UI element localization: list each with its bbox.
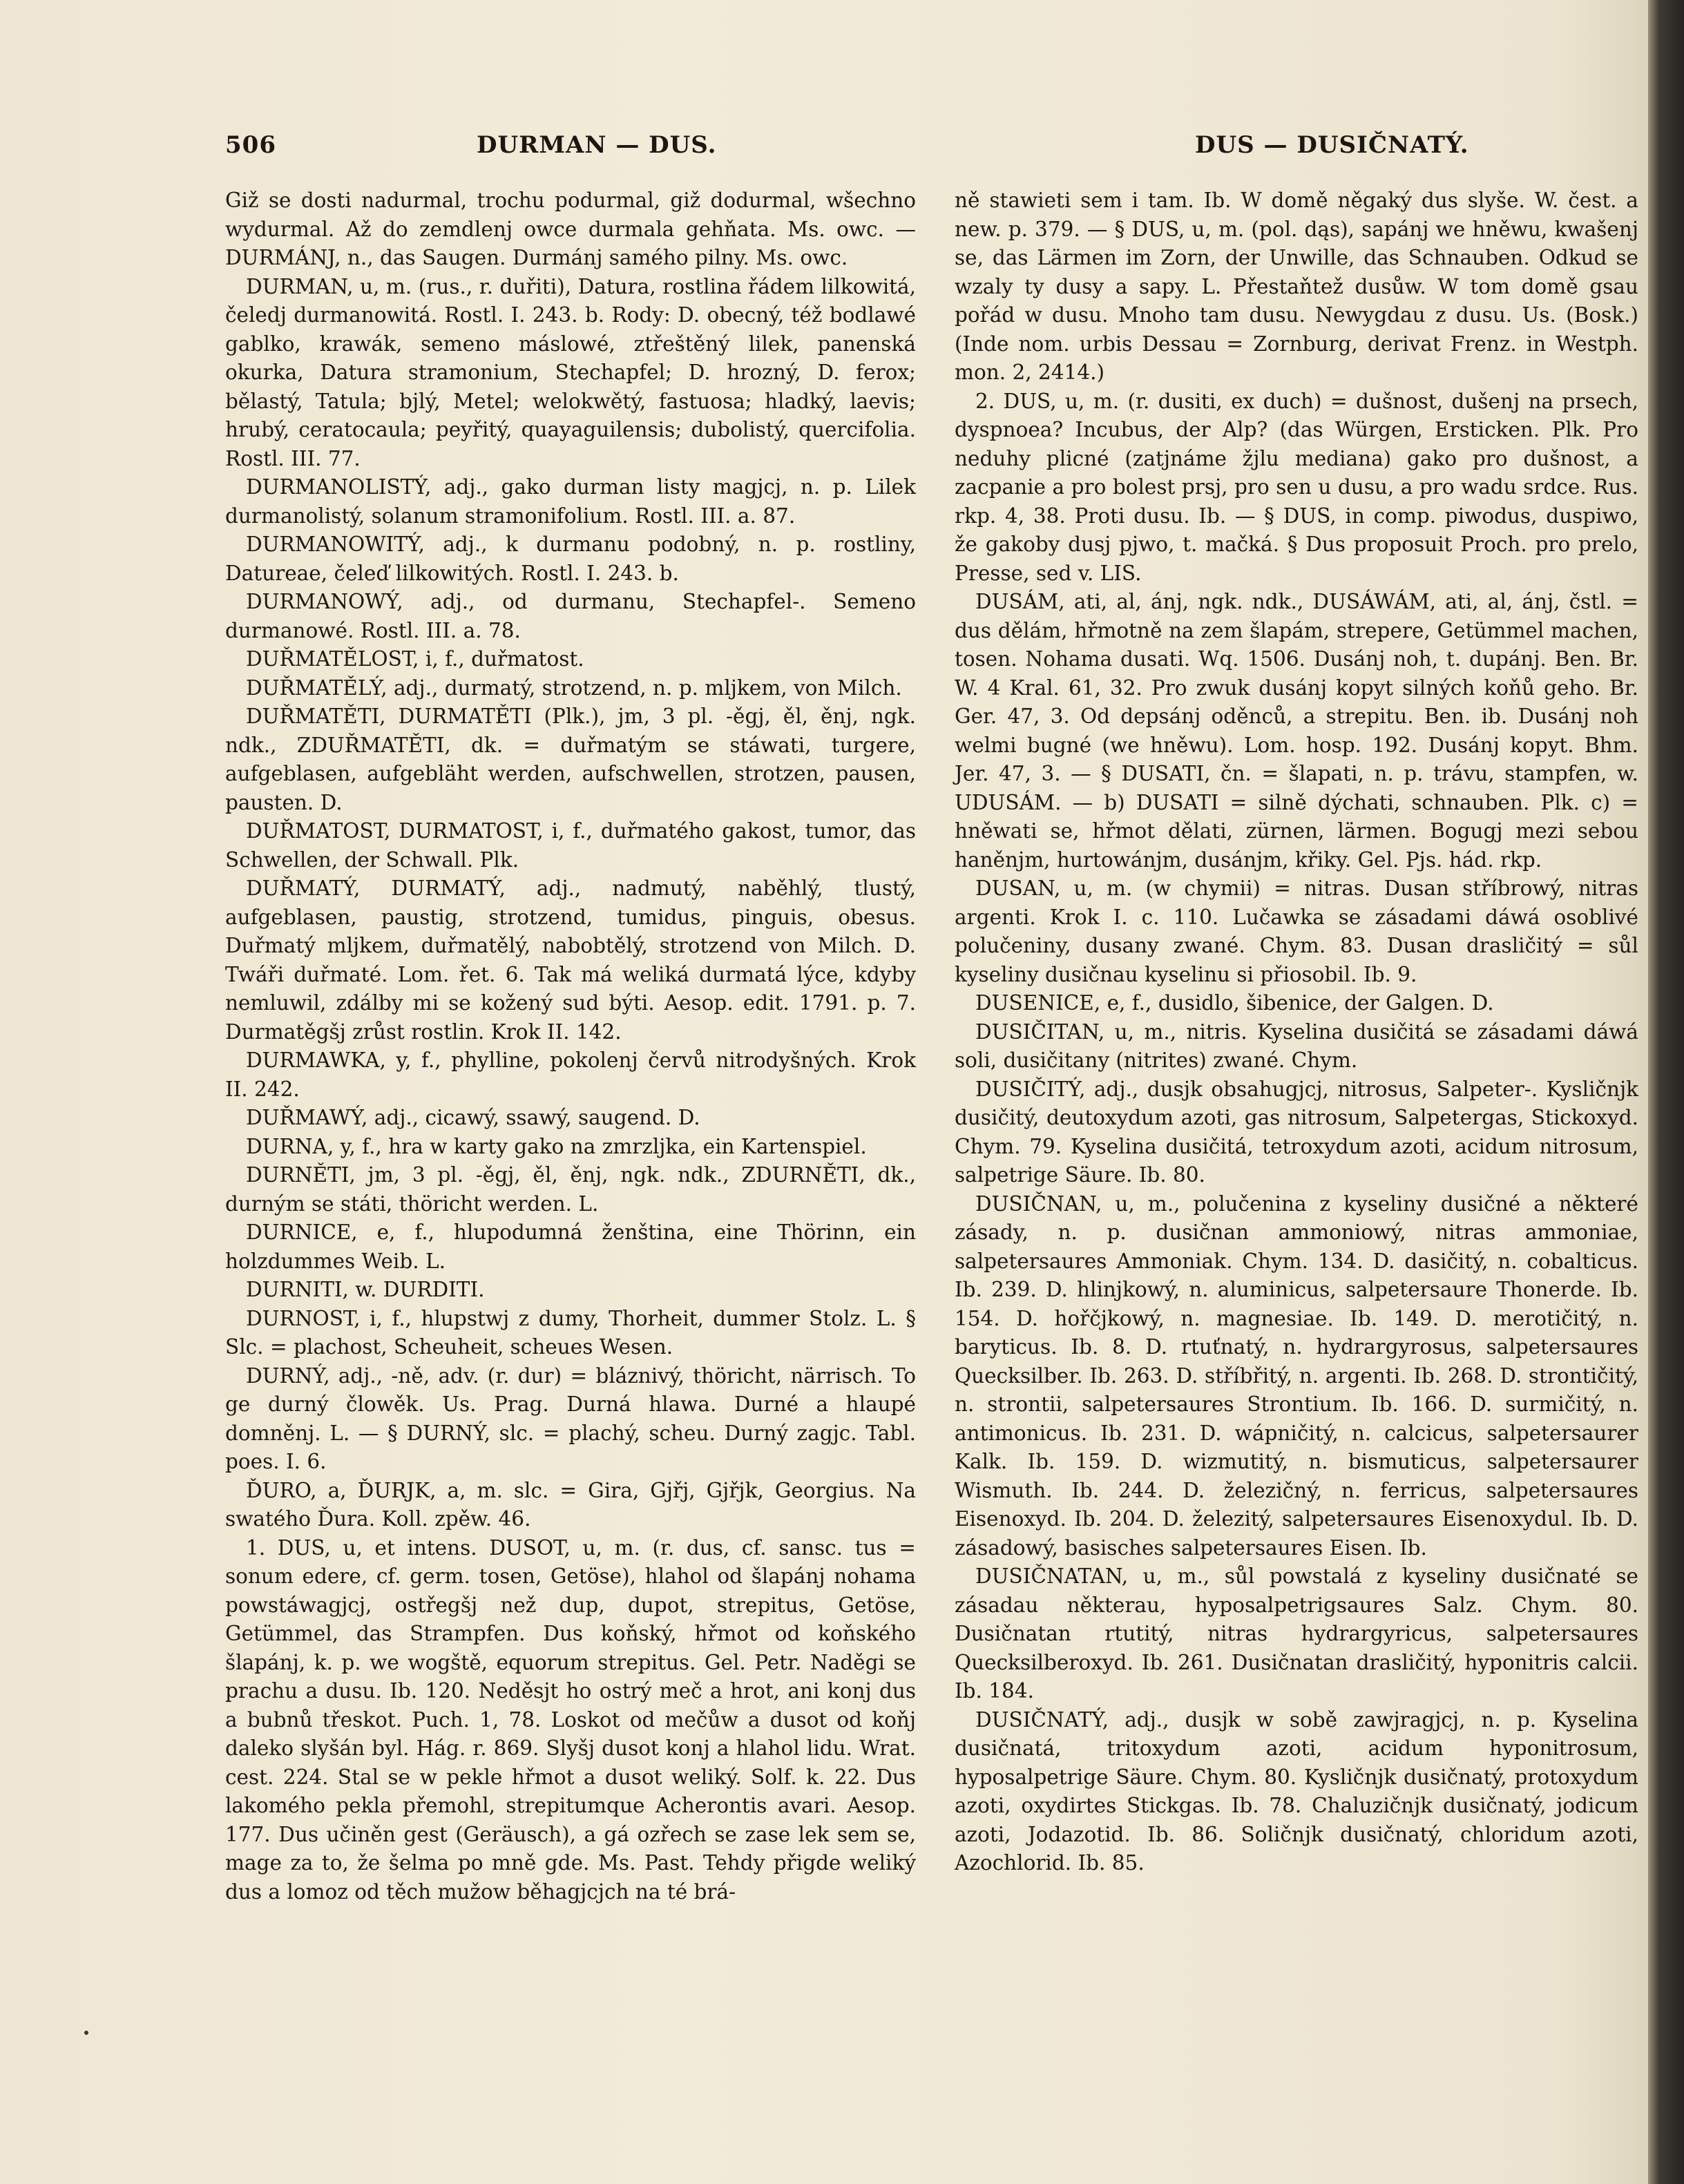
entry-paragraph: Giž se dosti nadurmal, trochu podurmal, giž dodurmal, wšechno wydurmal. Až do zemdlenj owce durmala gehňata. Ms. owc. — DURMÁNJ, n., das Saugen. Durmánj samého pilny. Ms. owc. — [225, 189, 916, 269]
margin-speck — [84, 2031, 88, 2035]
entry-paragraph: DURNÝ, adj., -ně, adv. (r. dur) = bláznivý, thöricht, närrisch. To ge durný člowěk. Us. Prag. Durná hlawa. Durné a hlaupé domněnj. L. — § DURNÝ, slc. = plachý, scheu. Durný zagjc. Tabl. poes. I. 6. — [225, 1363, 916, 1473]
entry-paragraph: DUSAN, u, m. (w chymii) = nitras. Dusan stříbrowý, nitras argenti. Krok I. c. 110. Lučawka se zásadami dáwá osoblivé polučeniny, dusany zwané. Chym. 83. Dusan drasličitý = sůl kyseliny dusičnau kyselinu si přiosobil. Ib. 9. — [955, 877, 1638, 986]
right-column — [955, 186, 1638, 1878]
entry-paragraph: DUSENICE, e, f., dusidlo, šibenice, der Galgen. D. — [975, 991, 1494, 1015]
entry-paragraph: DUŘMATĚTI, DURMATĚTI (Plk.), jm, 3 pl. -ěgj, ěl, ěnj, ngk. ndk., ZDUŘMATĚTI, dk. = duřmatým se stáwati, turgere, aufgeblasen, aufgebläht werden, aufschwellen, strotzen, pausen, pausten. D. — [225, 705, 916, 814]
entry-paragraph: DURNICE, e, f., hlupodumná ženština, eine Thörinn, ein holzdummes Weib. L. — [225, 1220, 916, 1273]
entry-paragraph: DURMAWKA, y, f., phylline, pokolenj červů nitrodyšných. Krok II. 242. — [225, 1048, 916, 1101]
entry-paragraph: DUŘMATĚLÝ, adj., durmatý, strotzend, n. p. mljkem, von Milch. — [246, 676, 902, 700]
entry-paragraph: DUŘMATĚLOST, i, f., duřmatost. — [246, 647, 584, 671]
entry-paragraph: DURNITI, w. DURDITI. — [246, 1278, 485, 1301]
right-running-head: DUS — DUSIČNATÝ. — [1195, 131, 1469, 159]
entry-paragraph: ně stawieti sem i tam. Ib. W domě něgaký dus slyše. W. čest. a new. p. 379. — § DUS, u, m. (pol. dąs), sapánj we hněwu, kwašenj se, das Lärmen im Zorn, der Unwille, das Schnauben. Odkud se wzaly ty dusy a sapy. L. Přestaňtež dusůw. W tom domě gsau pořád w dusu. Mnoho tam dusu. Newygdau z dusu. Us. (Bosk.) (Inde nom. urbis Dessau = Zornburg, derivat Frenz. in Westph. mon. 2, 2414.) — [955, 189, 1638, 384]
entry-paragraph: DURMANOWÝ, adj., od durmanu, Stechapfel-. Semeno durmanowé. Rostl. III. a. 78. — [225, 590, 916, 642]
entry-paragraph: DURMANOLISTÝ, adj., gako durman listy magjcj, n. p. Lilek durmanolistý, solanum stramonifolium. Rostl. III. a. 87. — [225, 475, 916, 528]
entry-paragraph: DUSIČITAN, u, m., nitris. Kyselina dusičitá se zásadami dáwá soli, dusičitany (nitrites) zwané. Chym. — [955, 1019, 1638, 1072]
entry-paragraph: DURNOST, i, f., hlupstwj z dumy, Thorheit, dummer Stolz. L. § Slc. = plachost, Scheuheit, scheues Wesen. — [225, 1306, 916, 1359]
entry-paragraph: DUŘMATOST, DURMATOST, i, f., duřmatého gakost, tumor, das Schwellen, der Schwall. Plk. — [225, 819, 916, 872]
page-edge-shadow — [1648, 0, 1684, 2184]
page-number: 506 — [225, 131, 276, 159]
entry-paragraph: DURMANOWITÝ, adj., k durmanu podobný, n. p. rostliny, Datureae, čeleď lilkowitých. Rostl. I. 243. b. — [225, 533, 916, 585]
entry-paragraph: DUŘMATÝ, DURMATÝ, adj., nadmutý, naběhlý, tlustý, aufgeblasen, paustig, strotzend, tumidus, pinguis, obesus. Duřmatý mljkem, duřmatělý, nabobtělý, strotzend von Milch. D. Twáři duřmaté. Lom. řet. 6. Tak má weliká durmatá lýce, kdyby nemluwil, zdálby mi se kožený sud býti. Aesop. edit. 1791. p. 7. Durmatěgšj zrůst rostlin. Krok II. 142. — [225, 877, 916, 1044]
entry-paragraph: DUŘMAWÝ, adj., cicawý, ssawý, saugend. D. — [246, 1106, 700, 1129]
entry-paragraph: DURNA, y, f., hra w karty gako na zmrzljka, ein Kartenspiel. — [246, 1134, 867, 1158]
entry-paragraph: DUSIČNATAN, u, m., sůl powstalá z kyseliny dusičnaté se zásadau některau, hyposalpetrigsaures Salz. Chym. 80. Dusičnatan rtutitý, nitras hydrargyricus, salpetersaures Quecksilberoxyd. Ib. 261. Dusičnatan drasličitý, hyponitris calcii. Ib. 184. — [955, 1564, 1638, 1703]
entry-paragraph: DURMAN, u, m. (rus., r. duřiti), Datura, rostlina řádem lilkowitá, čeledj durmanowitá. Rostl. I. 243. b. Rody: D. obecný, též bodlawé gablko, krawák, semeno máslowé, ztřeštěný lilek, panenská okurka, Datura stramonium, Stechapfel; D. hrozný, D. ferox; bělastý, Tatula; bjlý, Metel; welokwětý, fastuosa; hladký, laevis; hrubý, ceratocaula; peyřitý, quayaguilensis; dubolistý, quercifolia. Rostl. III. 77. — [225, 274, 916, 470]
entry-paragraph: DURNĚTI, jm, 3 pl. -ěgj, ěl, ěnj, ngk. ndk., ZDURNĚTI, dk., durným se státi, thöricht werden. L. — [225, 1163, 916, 1216]
left-running-head: DURMAN — DUS. — [477, 131, 717, 159]
entry-paragraph: DUSIČITÝ, adj., dusjk obsahugjcj, nitrosus, Salpeter-. Kysličnjk dusičitý, deutoxydum azoti, gas nitrosum, Salpetergas, Stickoxyd. Chym. 79. Kyselina dusičitá, tetroxydum azoti, acidum nitrosum, salpetrige Säure. Ib. 80. — [955, 1077, 1638, 1187]
entry-paragraph: DUSIČNAN, u, m., polučenina z kyseliny dusičné a některé zásady, n. p. dusičnan ammoniowý, nitras ammoniae, salpetersaures Ammoniak. Chym. 134. D. dasičitý, n. cobalticus. Ib. 239. D. hlinjkowý, n. aluminicus, salpetersaure Thonerde. Ib. 154. D. hořčjkowý, n. magnesiae. Ib. 149. D. merotičitý, n. baryticus. Ib. 8. D. rtuťnatý, n. hydrargyrosus, salpetersaures Quecksilber. Ib. 263. D. stříbřitý, n. argenti. Ib. 268. D. strontičitý, n. strontii, salpetersaures Strontium. Ib. 166. D. surmičitý, n. antimonicus. Ib. 231. D. wápničitý, n. calcicus, salpetersaurer Kalk. Ib. 159. D. wizmutitý, n. bismuticus, salpetersaurer Wismuth. Ib. 244. D. železičný, n. ferricus, salpetersaures Eisenoxyd. Ib. 204. D. železitý, salpetersaures Eisenoxydul. Ib. D. zásadowý, basisches salpetersaures Eisen. Ib. — [955, 1191, 1638, 1560]
entry-paragraph: ĎURO, a, ĎURJK, a, m. slc. = Gira, Gjřj, Gjřjk, Georgius. Na swatého Ďura. Koll. zpěw. 46. — [225, 1478, 916, 1531]
entry-paragraph: DUSÁM, ati, al, ánj, ngk. ndk., DUSÁWÁM, ati, al, ánj, čstl. = dus dělám, hřmotně na zem šlapám, strepere, Getümmel machen, tosen. Nohama dusati. Wq. 1506. Dusánj noh, t. dupánj. Ben. Br. W. 4 Kral. 61, 32. Pro zwuk dusánj kopyt silných koňů geho. Br. Ger. 47, 3. Od depsánj oděnců, a strepitu. Ben. ib. Dusánj noh welmi bugné (we hněwu). Lom. hosp. 192. Dusánj kopyt. Bhm. Jer. 47, 3. — § DUSATI, čn. = šlapati, n. p. trávu, stampfen, w. UDUSÁM. — b) DUSATI = silně dýchati, schnauben. Plk. c) = hněwati se, hřmot dělati, zürnen, lärmen. Bogugj mezi sebou haněnjm, hurtowánjm, dusánjm, křiky. Gel. Pjs. hád. rkp. — [955, 590, 1638, 872]
left-column — [225, 186, 916, 1906]
entry-paragraph: 1. DUS, u, et intens. DUSOT, u, m. (r. dus, cf. sansc. tus = sonum edere, cf. germ. tosen, Getöse), hlahol od šlapánj nohama powstáwagjcj, ostřegšj než dup, dupot, strepitus, Getöse, Getümmel, das Strampfen. Dus koňský, hřmot od koňského šlapánj, k. p. we wogště, equorum strepitus. Gel. Petr. Naděgi se prachu a dusu. Ib. 120. Neděsjt ho ostrý meč a hrot, ani konj dus a bubnů třeskot. Puch. 1, 78. Loskot od mečůw a dusot od koňj daleko slyšán byl. Hág. r. 869. Slyšj dusot konj a hlahol lidu. Wrat. cest. 224. Stal se w pekle hřmot a dusot weliký. Solf. k. 22. Dus lakomého pekla přemohl, strepitumque Acherontis avari. Aesop. 177. Dus učiněn gest (Geräusch), a gá ozřech se zase lek sem se, mage za to, že šelma po mně gde. Ms. Past. Tehdy přigde weliký dus a lomoz od těch mužow běhagjcjch na té brá- — [225, 1535, 916, 1904]
entry-paragraph: DUSIČNATÝ, adj., dusjk w sobě zawjragjcj, n. p. Kyselina dusičnatá, tritoxydum azoti, acidum hyponitrosum, hyposalpetrige Säure. Chym. 80. Kysličnjk dusičnatý, protoxydum azoti, oxydirtes Stickgas. Ib. 78. Chaluzičnjk dusičnatý, jodicum azoti, Jodazotid. Ib. 86. Soličnjk dusičnatý, chloridum azoti, Azochlorid. Ib. 85. — [955, 1707, 1638, 1875]
running-header — [0, 131, 1644, 173]
entry-paragraph: 2. DUS, u, m. (r. dusiti, ex duch) = dušnost, dušenj na prsech, dyspnoea? Incubus, der Alp? (das Würgen, Ersticken. Plk. Pro neduhy plicné (zatjnáme žjlu mediana) gako pro dušnost, a zacpanie a pro bolest prsj, pro sen u dusu, a pro wadu srdce. Rus. rkp. 4, 38. Proti dusu. Ib. — § DUS, in comp. piwodus, duspiwo, že gakoby dusj pjwo, t. mačká. § Dus proposuit Proch. pro prelo, Presse, sed v. LIS. — [955, 389, 1638, 585]
